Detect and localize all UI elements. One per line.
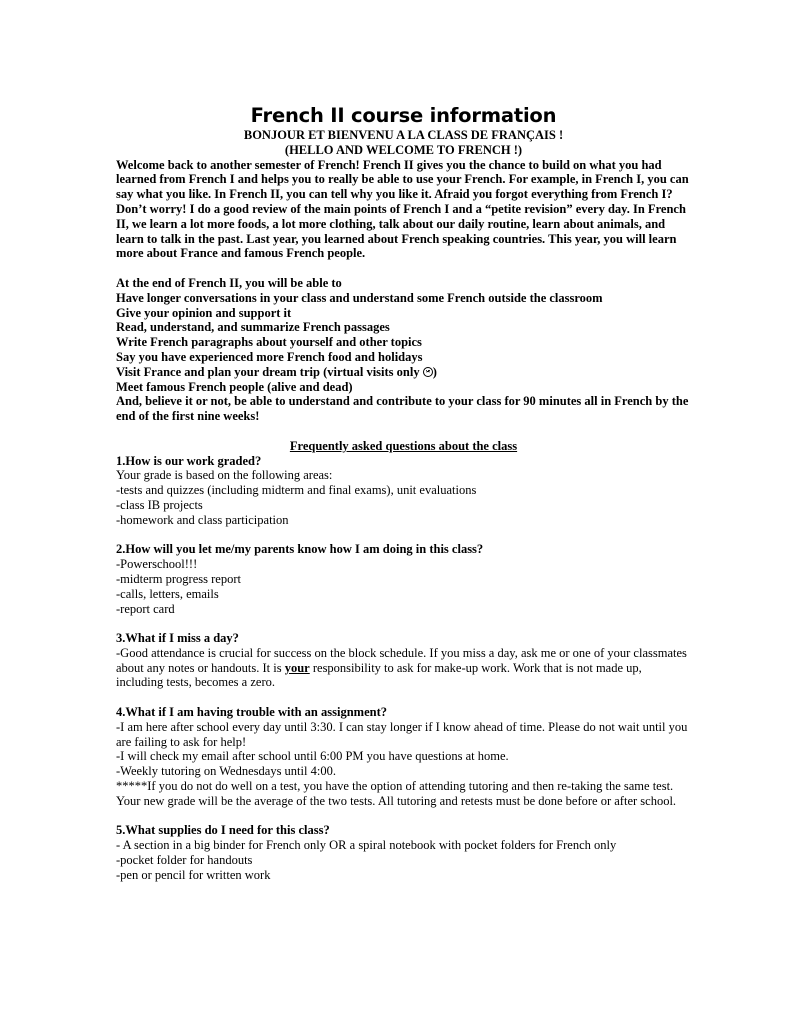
faq-answer-line: -I am here after school every day until 3:30. I can stay longer if I know ahead of time. Please do not wait until you are failing to ask for help! bbox=[116, 719, 688, 749]
goal-item: And, believe it or not, be able to understand and contribute to your class for 90 minutes all in French by the end of the first nine weeks! bbox=[116, 394, 689, 424]
faq-question: 5.What supplies do I need for this class? bbox=[116, 823, 330, 838]
faq-answer-line: -pen or pencil for written work bbox=[116, 867, 271, 882]
faq-question: 4.What if I am having trouble with an assignment? bbox=[116, 705, 387, 720]
faq-q3 bbox=[116, 631, 691, 690]
faq-q1 bbox=[116, 454, 691, 528]
faq-answer-line: -Weekly tutoring on Wednesdays until 4:00. bbox=[116, 764, 336, 779]
faq-answer-line: -Powerschool!!! bbox=[116, 557, 198, 572]
faq-question: 3.What if I miss a day? bbox=[116, 631, 239, 646]
faq-answer-line: -report card bbox=[116, 601, 175, 616]
goals-section bbox=[116, 276, 691, 424]
faq-q3-text-before: -Good attendance is crucial for success on the block schedule. If you miss a day, ask me or one of your classmates about any notes or handouts. It is bbox=[116, 645, 687, 675]
faq-answer-line: *****If you do not do well on a test, you have the option of attending tutoring and then re-taking the same test. Your new grade will be the average of the two tests. All tutoring and retests must be done before or after school. bbox=[116, 779, 677, 808]
greeting-english: (HELLO AND WELCOME TO FRENCH !) bbox=[284, 142, 523, 157]
goal-item-visit-close: ) bbox=[432, 364, 437, 379]
faq-q5 bbox=[116, 823, 691, 882]
goal-item: Have longer conversations in your class and understand some French outside the classroom bbox=[116, 290, 603, 305]
greeting-french: BONJOUR ET BIENVENU A LA CLASS DE FRANÇAIS ! bbox=[243, 128, 564, 142]
faq-answer-line: -calls, letters, emails bbox=[116, 586, 219, 601]
frown-face-icon bbox=[423, 367, 433, 377]
page-title: French II course information bbox=[250, 104, 557, 127]
document-body bbox=[116, 104, 691, 883]
faq-heading: Frequently asked questions about the class bbox=[289, 438, 518, 453]
faq-answer-line: -pocket folder for handouts bbox=[116, 853, 253, 868]
goal-item-visit bbox=[116, 365, 691, 380]
goal-item: Give your opinion and support it bbox=[116, 305, 292, 320]
goal-item: Read, understand, and summarize French passages bbox=[116, 320, 390, 335]
faq-q3-text-after: responsibility to ask for make-up work. Work that is not made up, including tests, becomes a zero. bbox=[116, 660, 642, 690]
faq-answer-line: -tests and quizzes (including midterm and final exams), unit evaluations bbox=[116, 483, 477, 498]
goal-item-visit-text: Visit France and plan your dream trip (virtual visits only bbox=[116, 364, 423, 379]
goals-heading: At the end of French II, you will be able to bbox=[116, 275, 342, 290]
faq-answer-line: -homework and class participation bbox=[116, 512, 289, 527]
faq-question: 2.How will you let me/my parents know how I am doing in this class? bbox=[116, 542, 484, 557]
faq-q3-emphasis: your bbox=[284, 660, 310, 675]
faq-answer-line: Your grade is based on the following areas: bbox=[116, 468, 333, 483]
faq-answer-line: - A section in a big binder for French only OR a spiral notebook with pocket folders for French only bbox=[116, 838, 617, 853]
faq-question: 1.How is our work graded? bbox=[116, 453, 262, 468]
intro-paragraph: Welcome back to another semester of French! French II gives you the chance to build on what you had learned from French I and helps you to really be able to use your French. For example, in French I, you can say what you like. In French II, you can tell why you like it. Afraid you forgot everything from French I? Don’t worry! I do a good review of the main points of French I and a “petite revision” every day. In French II, we learn a lot more foods, a lot more clothing, talk about our daily routine, learn about animals, and learn to talk in the past. Last year, you learned about French speaking countries. This year, you will learn more about France and famous French people. bbox=[116, 157, 689, 261]
goal-item: Meet famous French people (alive and dead) bbox=[116, 379, 353, 394]
faq-answer-line: -midterm progress report bbox=[116, 571, 241, 586]
faq-answer-paragraph bbox=[116, 646, 691, 690]
faq-q2 bbox=[116, 542, 691, 616]
faq-answer-line: -I will check my email after school until 6:00 PM you have questions at home. bbox=[116, 749, 509, 764]
faq-q4 bbox=[116, 705, 691, 809]
goal-item: Write French paragraphs about yourself and other topics bbox=[116, 335, 422, 350]
faq-answer-line: -class IB projects bbox=[116, 497, 203, 512]
goal-item: Say you have experienced more French food and holidays bbox=[116, 349, 423, 364]
